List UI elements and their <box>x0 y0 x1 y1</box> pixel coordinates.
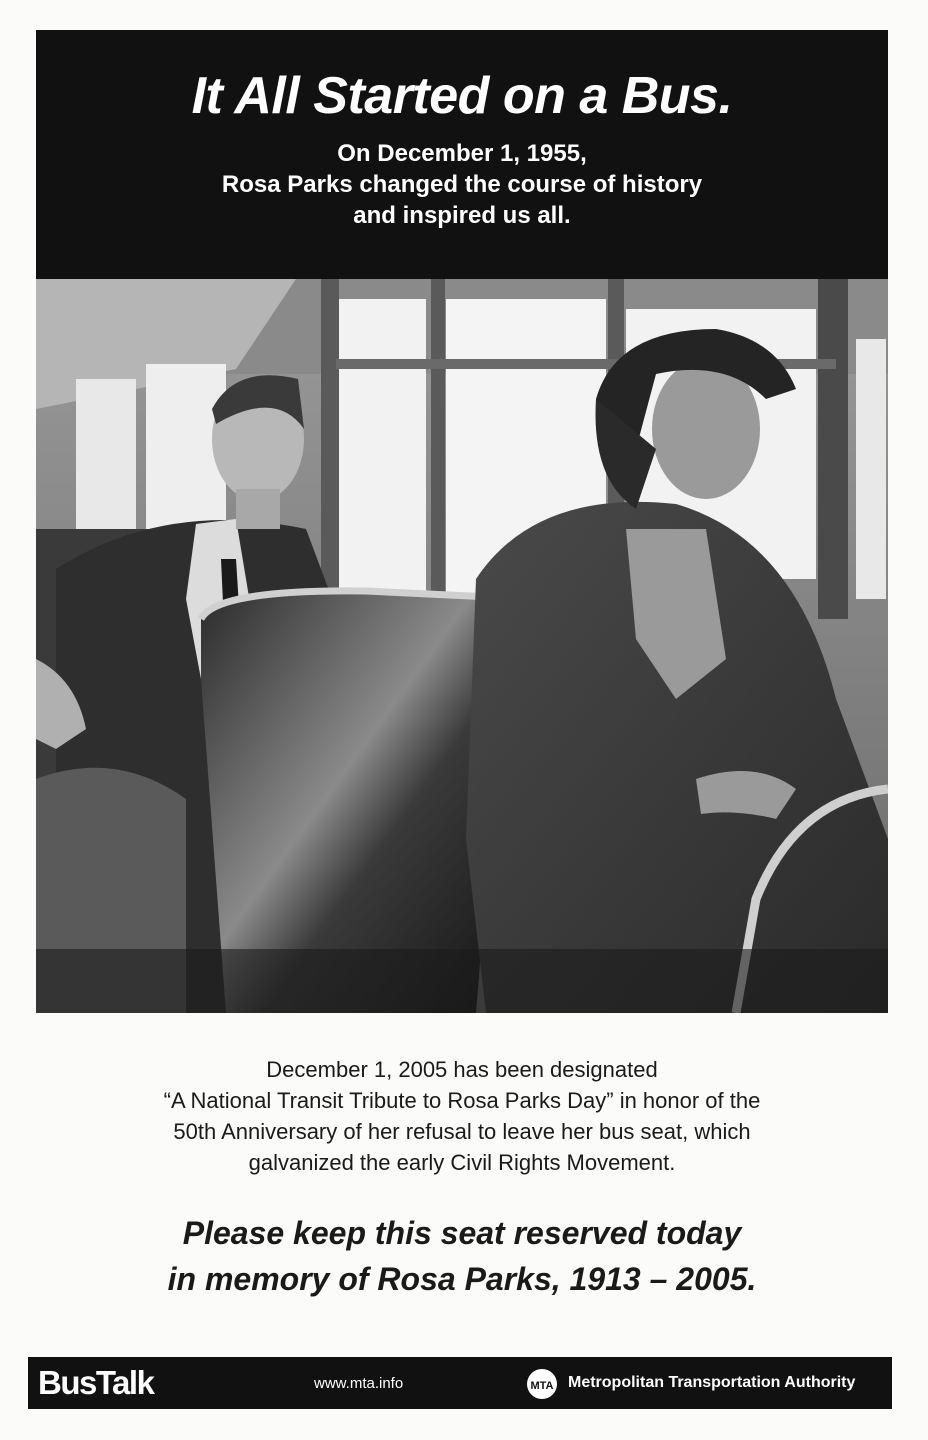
description-line: 50th Anniversary of her refusal to leave her bus seat, which <box>173 1119 751 1144</box>
subtitle-line: and inspired us all. <box>353 202 571 229</box>
agency-name: Metropolitan Transportation Authority <box>568 1374 856 1391</box>
poster-title: It All Started on a Bus. <box>191 67 733 125</box>
tagline-line: in memory of Rosa Parks, 1913 – 2005. <box>167 1261 757 1297</box>
description-line: “A National Transit Tribute to Rosa Parks Day” in honor of the <box>163 1088 761 1113</box>
bustalk-logo: BusTalk <box>38 1364 154 1401</box>
description-line: galvanized the early Civil Rights Movement. <box>248 1150 676 1175</box>
mta-website-link[interactable]: www.mta.info <box>314 1375 404 1392</box>
bus-photo <box>36 279 888 1013</box>
tagline-line: Please keep this seat reserved today <box>182 1215 742 1251</box>
mta-logo-icon <box>526 1368 558 1400</box>
mta-logo-text: MTA <box>530 1380 554 1392</box>
tribute-description <box>36 1054 888 1178</box>
subtitle-line: Rosa Parks changed the course of history <box>221 171 703 198</box>
header-banner <box>36 30 888 279</box>
description-line: December 1, 2005 has been designated <box>266 1057 658 1082</box>
subtitle-line: On December 1, 1955, <box>337 140 587 167</box>
footer-bar <box>28 1357 892 1409</box>
bus-photo-illustration <box>36 279 888 1013</box>
reserved-seat-tagline <box>36 1210 888 1302</box>
poster-subtitle <box>36 138 888 231</box>
